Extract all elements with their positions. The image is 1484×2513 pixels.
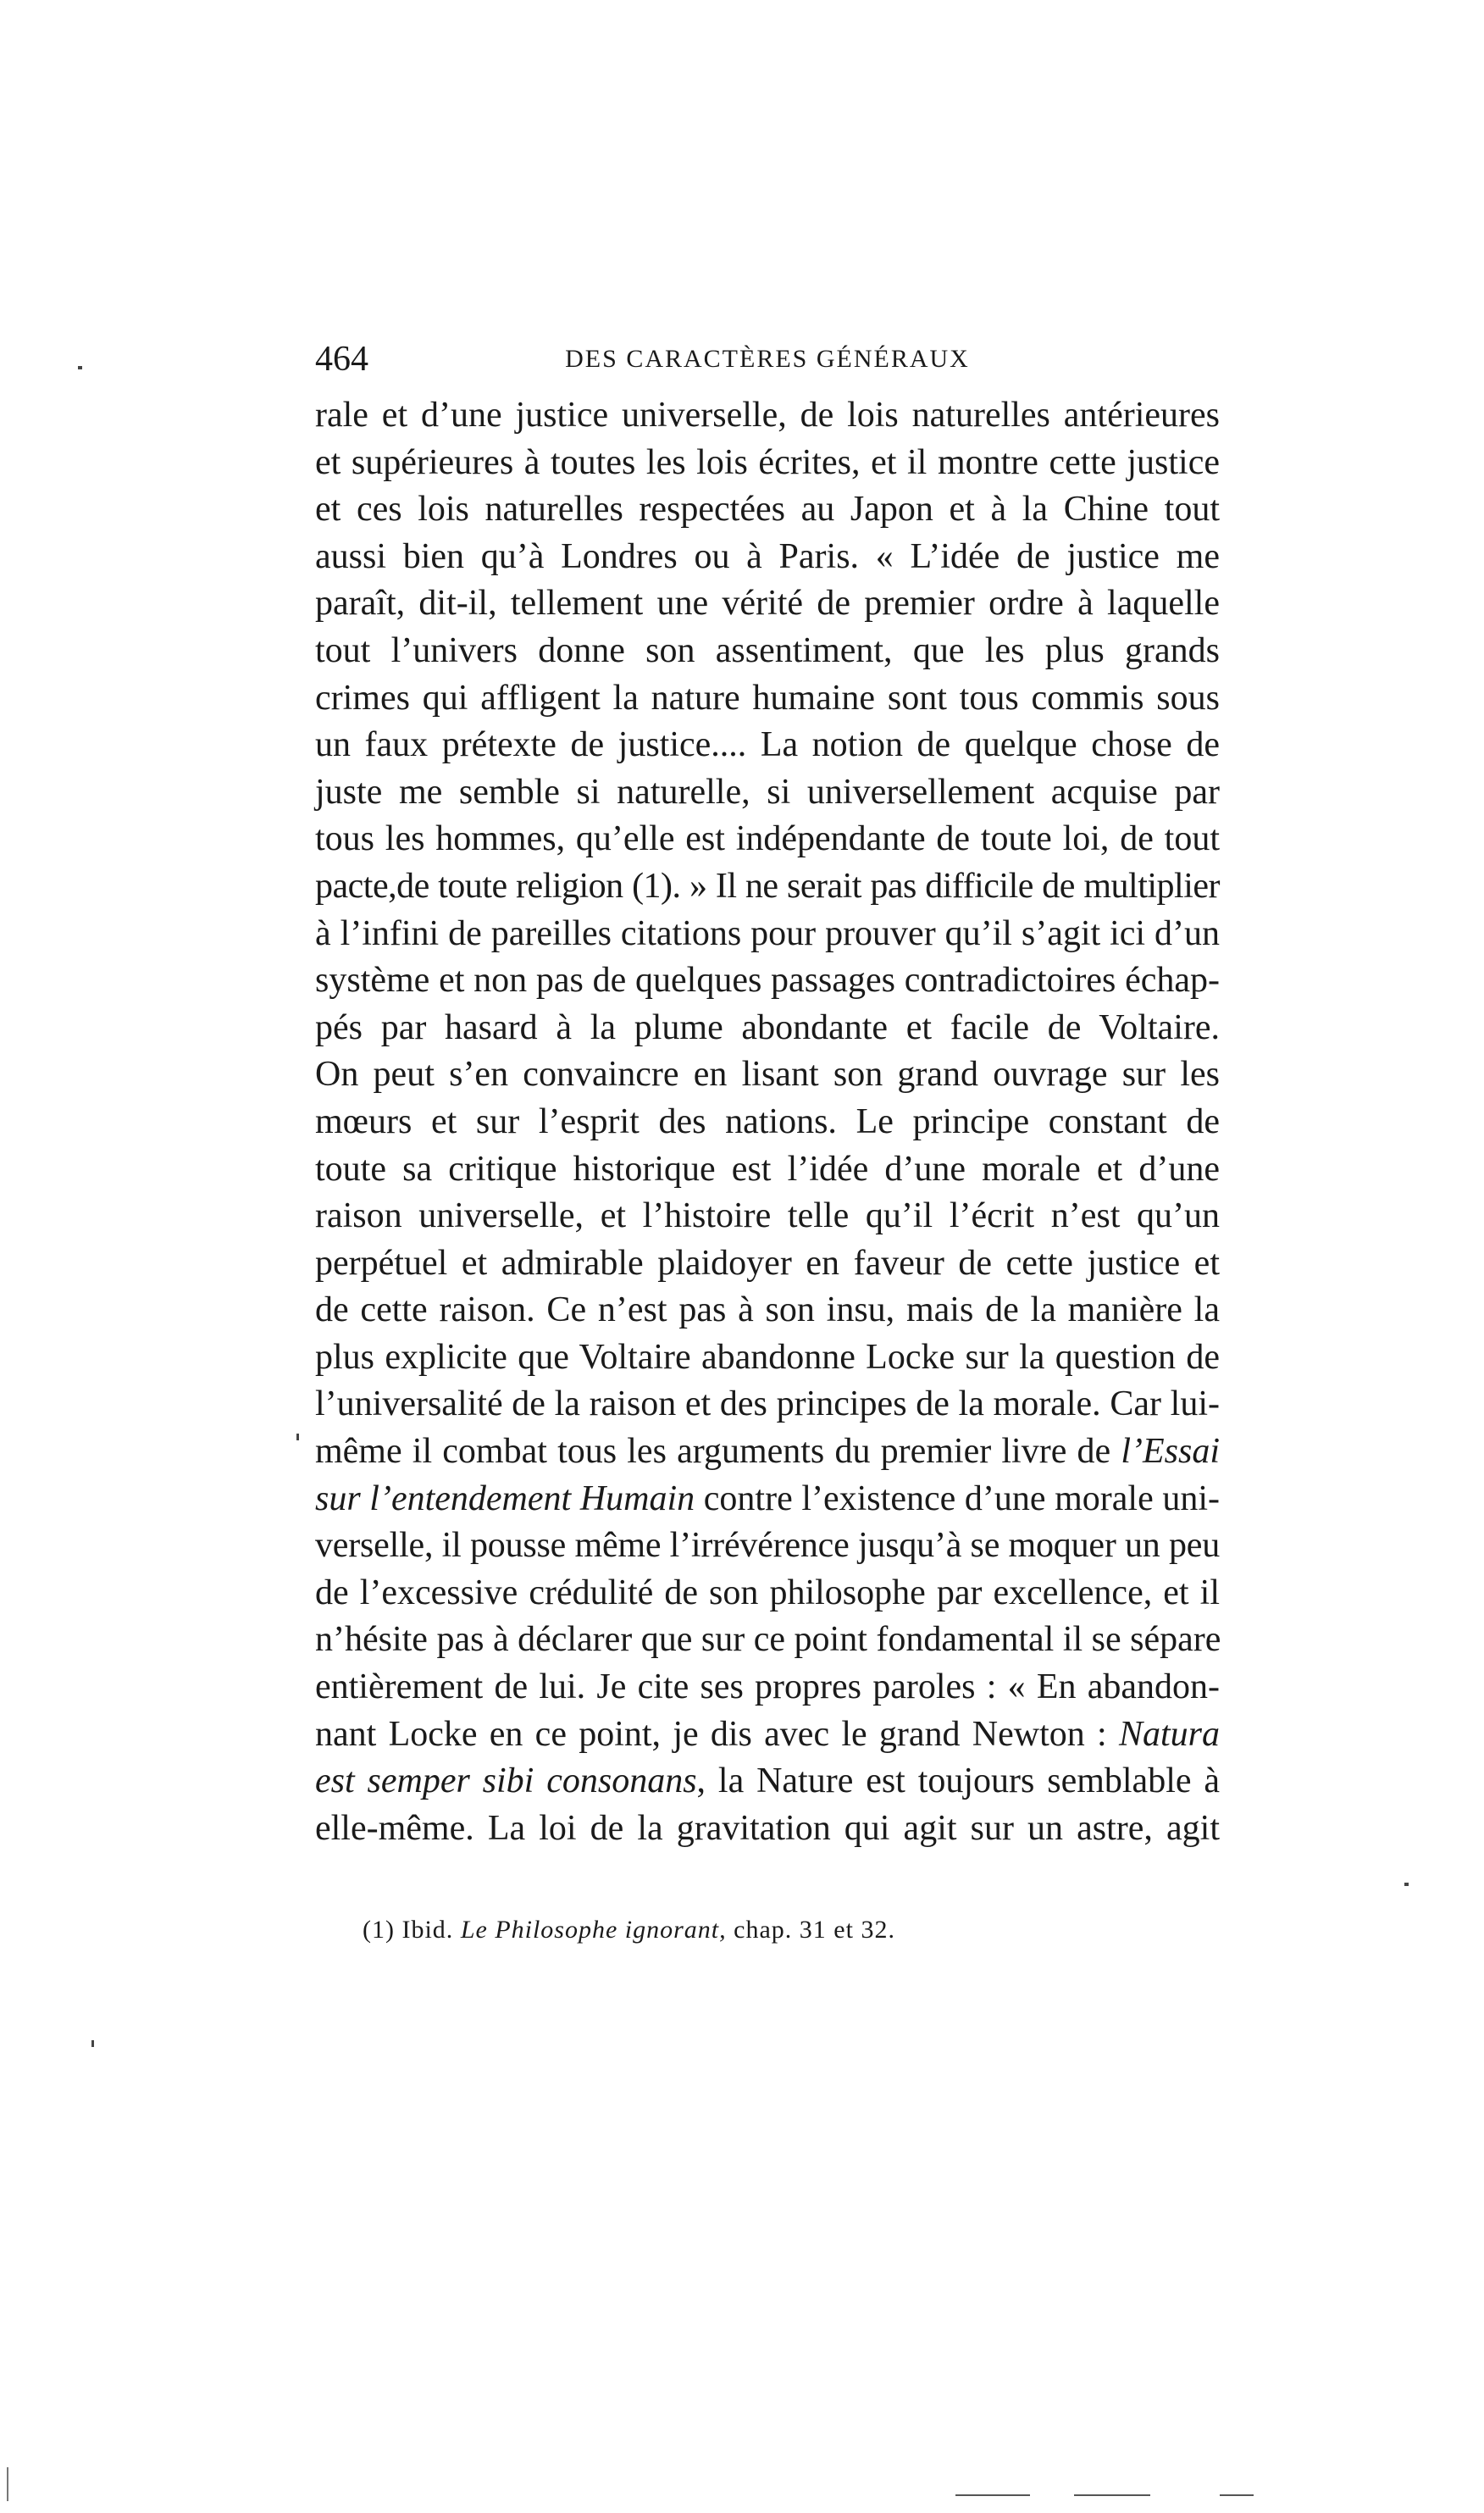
italic-run: l’Essai: [1121, 1432, 1220, 1472]
text-line: [315, 957, 1220, 1005]
text-line: [315, 1523, 1220, 1570]
text-run: rale et d’une justice universelle, de lois naturelles antérieures: [315, 396, 1220, 435]
text-line: [315, 392, 1220, 440]
bottom-rule-1: [955, 2494, 1030, 2496]
text-run: même il combat tous les arguments du premier livre de: [315, 1432, 1121, 1472]
text-run: plus explicite que Voltaire abandonne Locke sur la question de: [315, 1337, 1220, 1377]
text-run: perpétuel et admirable plaidoyer en faveur de cette justice et: [315, 1243, 1220, 1283]
margin-speck-left-mid: [296, 1434, 299, 1440]
page-number: 464: [315, 340, 368, 379]
text-line: [315, 911, 1220, 958]
footnote-source: Ibid.: [394, 1916, 461, 1944]
footnote-marker: (1): [363, 1916, 395, 1944]
margin-speck-right: [1404, 1883, 1409, 1886]
text-run: pacte,de toute religion (1). » Il ne serait pas difficile de multiplier: [315, 866, 1220, 906]
text-line: [315, 440, 1220, 487]
margin-speck-edge: [7, 2467, 8, 2501]
text-run: aussi bien qu’à Londres ou à Paris. « L’idée de justice me: [315, 536, 1220, 576]
text-line: [315, 675, 1220, 723]
footnote-title: Le Philosophe ignorant,: [460, 1916, 727, 1944]
text-run: système et non pas de quelques passages contradictoires échap-: [315, 961, 1220, 1001]
margin-speck-left: [78, 366, 82, 369]
text-line: [315, 1146, 1220, 1194]
italic-run: est semper sibi consonans: [315, 1761, 697, 1801]
text-line: [315, 1711, 1220, 1759]
italic-run: Natura: [1118, 1714, 1220, 1754]
text-run: , la Nature est toujours semblable à: [696, 1761, 1220, 1801]
text-run: raison universelle, et l’histoire telle qu’il l’écrit n’est qu’un: [315, 1196, 1220, 1236]
text-line: [315, 816, 1220, 863]
italic-run: sur l’entendement Humain: [315, 1478, 695, 1518]
text-line: [315, 1476, 1220, 1523]
text-run: mœurs et sur l’esprit des nations. Le principe constant de: [315, 1101, 1220, 1141]
footnote: [363, 1913, 1220, 1947]
text-line: [315, 1334, 1220, 1382]
text-run: pés par hasard à la plume abondante et facile de Voltaire.: [315, 1007, 1220, 1047]
bottom-rule-2: [1074, 2494, 1150, 2496]
text-line: [315, 628, 1220, 675]
text-line: [315, 1240, 1220, 1288]
text-run: de cette raison. Ce n’est pas à son insu, mais de la manière la: [315, 1290, 1220, 1330]
bottom-rule-3: [1220, 2494, 1254, 2496]
text-line: [315, 722, 1220, 769]
text-run: verselle, il pousse même l’irrévérence jusqu’à se moquer un peu: [315, 1526, 1220, 1566]
text-line: [315, 1193, 1220, 1240]
text-line: [315, 1287, 1220, 1334]
running-title: DES CARACTÈRES GÉNÉRAUX: [565, 345, 970, 373]
text-line: [315, 1806, 1220, 1853]
text-line: [315, 863, 1220, 911]
text-run: juste me semble si naturelle, si universellement acquise par: [315, 772, 1220, 812]
text-run: crimes qui affligent la nature humaine sont tous commis sous: [315, 678, 1220, 718]
text-line: [315, 1005, 1220, 1052]
text-run: et ces lois naturelles respectées au Japon et à la Chine tout: [315, 490, 1220, 530]
text-run: et supérieures à toutes les lois écrites, et il montre cette justice: [315, 442, 1220, 482]
text-run: de l’excessive crédulité de son philosophe par excellence, et il: [315, 1573, 1220, 1612]
body-text: [315, 392, 1220, 1852]
text-run: à l’infini de pareilles citations pour prouver qu’il s’agit ici d’un: [315, 913, 1220, 953]
text-run: l’universalité de la raison et des principes de la morale. Car lui-: [315, 1384, 1220, 1424]
text-line: [315, 1099, 1220, 1146]
text-run: tous les hommes, qu’elle est indépendante de toute loi, de tout: [315, 819, 1220, 859]
text-run: contre l’existence d’une morale uni-: [695, 1478, 1220, 1518]
text-line: [315, 1664, 1220, 1711]
text-run: On peut s’en convaincre en lisant son grand ouvrage sur les: [315, 1055, 1220, 1095]
footnote-reference: chap. 31 et 32.: [726, 1916, 895, 1944]
text-line: [315, 1758, 1220, 1806]
text-line: [315, 580, 1220, 628]
text-run: nant Locke en ce point, je dis avec le grand Newton :: [315, 1714, 1119, 1754]
margin-speck-left-low: [91, 2040, 94, 2047]
text-line: [315, 1381, 1220, 1428]
text-run: tout l’univers donne son assentiment, que les plus grands: [315, 630, 1220, 670]
text-line: [315, 1051, 1220, 1099]
text-line: [315, 1570, 1220, 1617]
text-line: [315, 769, 1220, 817]
text-line: [315, 1617, 1220, 1664]
text-line: [315, 534, 1220, 581]
text-line: [315, 486, 1220, 534]
text-run: elle-même. La loi de la gravitation qui agit sur un astre, agit: [315, 1808, 1220, 1848]
text-run: toute sa critique historique est l’idée d’une morale et d’une: [315, 1149, 1220, 1189]
running-head: [315, 339, 1220, 390]
text-run: paraît, dit-il, tellement une vérité de premier ordre à laquelle: [315, 584, 1220, 624]
text-run: entièrement de lui. Je cite ses propres paroles : « En abandon-: [315, 1667, 1220, 1707]
text-run: n’hésite pas à déclarer que sur ce point fondamental il se sépare: [315, 1620, 1221, 1660]
text-run: un faux prétexte de justice.... La notion de quelque chose de: [315, 725, 1220, 765]
text-line: [315, 1428, 1220, 1476]
